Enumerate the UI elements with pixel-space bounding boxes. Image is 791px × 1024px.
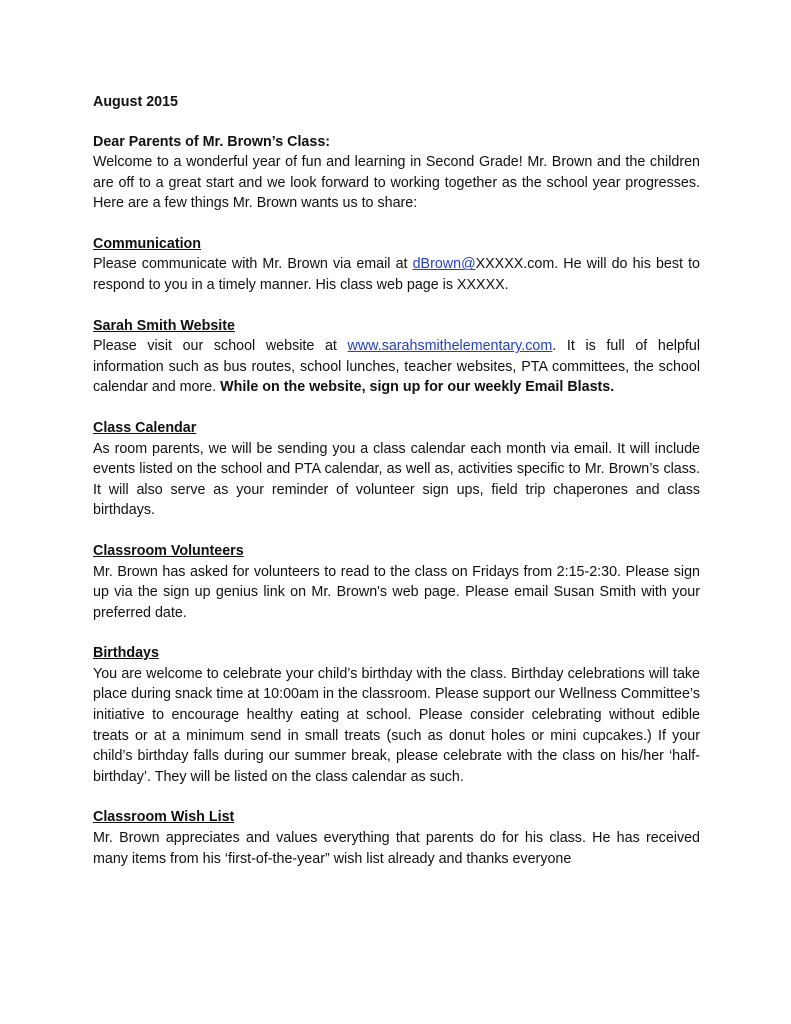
section-birthdays	[93, 643, 700, 787]
communication-paragraph	[93, 254, 700, 295]
salutation: Dear Parents of Mr. Brown’s Class:	[93, 134, 331, 150]
intro-paragraph: Welcome to a wonderful year of fun and learning in Second Grade! Mr. Brown and the children are off to a great start and we look forward to working together as the school year progresses. Here are a few things Mr. Brown wants us to share:	[93, 154, 700, 212]
section-calendar	[93, 418, 700, 521]
birthdays-heading: Birthdays	[93, 645, 159, 662]
volunteers-heading: Classroom Volunteers	[93, 542, 244, 559]
wishlist-heading: Classroom Wish List	[93, 809, 235, 826]
section-communication	[93, 234, 700, 296]
section-website	[93, 316, 700, 398]
email-link[interactable]: dBrown@	[412, 256, 476, 273]
communication-heading: Communication	[93, 235, 202, 252]
birthdays-paragraph: You are welcome to celebrate your child’s birthday with the class. Birthday celebrations will take place during snack time at 10:00am in the classroom. Please support our Wellness Committee’s initiative to encourage healthy eating at school. Please consider celebrating without edible treats or at a minimum send in small treats (such as donut holes or mini cupcakes.) If your child’s birthday falls during our summer break, please celebrate with the class on his/her ‘half-birthday’. They will be listed on the class calendar as such.	[93, 665, 700, 785]
website-heading: Sarah Smith Website	[93, 317, 235, 334]
section-wishlist	[93, 807, 700, 869]
section-volunteers	[93, 541, 700, 623]
email-blast-callout: While on the website, sign up for our weekly Email Blasts.	[220, 379, 615, 396]
website-text-before: Please visit our school website at	[93, 338, 348, 355]
letter-date: August 2015	[93, 94, 179, 110]
volunteers-paragraph: Mr. Brown has asked for volunteers to read to the class on Fridays from 2:15-2:30. Please sign up via the sign up genius link on Mr. Brown's web page. Please email Susan Smith with your preferred date.	[93, 563, 700, 621]
communication-text-after: XXXXX.com. He will do his best to respond to you in a timely manner. His class web page is XXXXX.	[93, 256, 700, 293]
website-link[interactable]: www.sarahsmithelementary.com	[347, 338, 553, 355]
wishlist-paragraph: Mr. Brown appreciates and values everything that parents do for his class. He has received many items from his ‘first-of-the-year” wish list already and thanks everyone	[93, 830, 700, 867]
letter	[93, 92, 700, 869]
calendar-heading: Class Calendar	[93, 419, 197, 436]
calendar-paragraph: As room parents, we will be sending you a class calendar each month via email. It will include events listed on the school and PTA calendar, as well as, activities specific to Mr. Brown’s class. It will also serve as your reminder of volunteer sign ups, field trip chaperones and class birthdays.	[93, 440, 700, 519]
website-text-after: . It is full of helpful information such as bus routes, school lunches, teacher websites, PTA committees, the school calendar and more.	[93, 338, 700, 396]
website-paragraph	[93, 336, 700, 398]
communication-text-before: Please communicate with Mr. Brown via email at	[93, 256, 413, 273]
